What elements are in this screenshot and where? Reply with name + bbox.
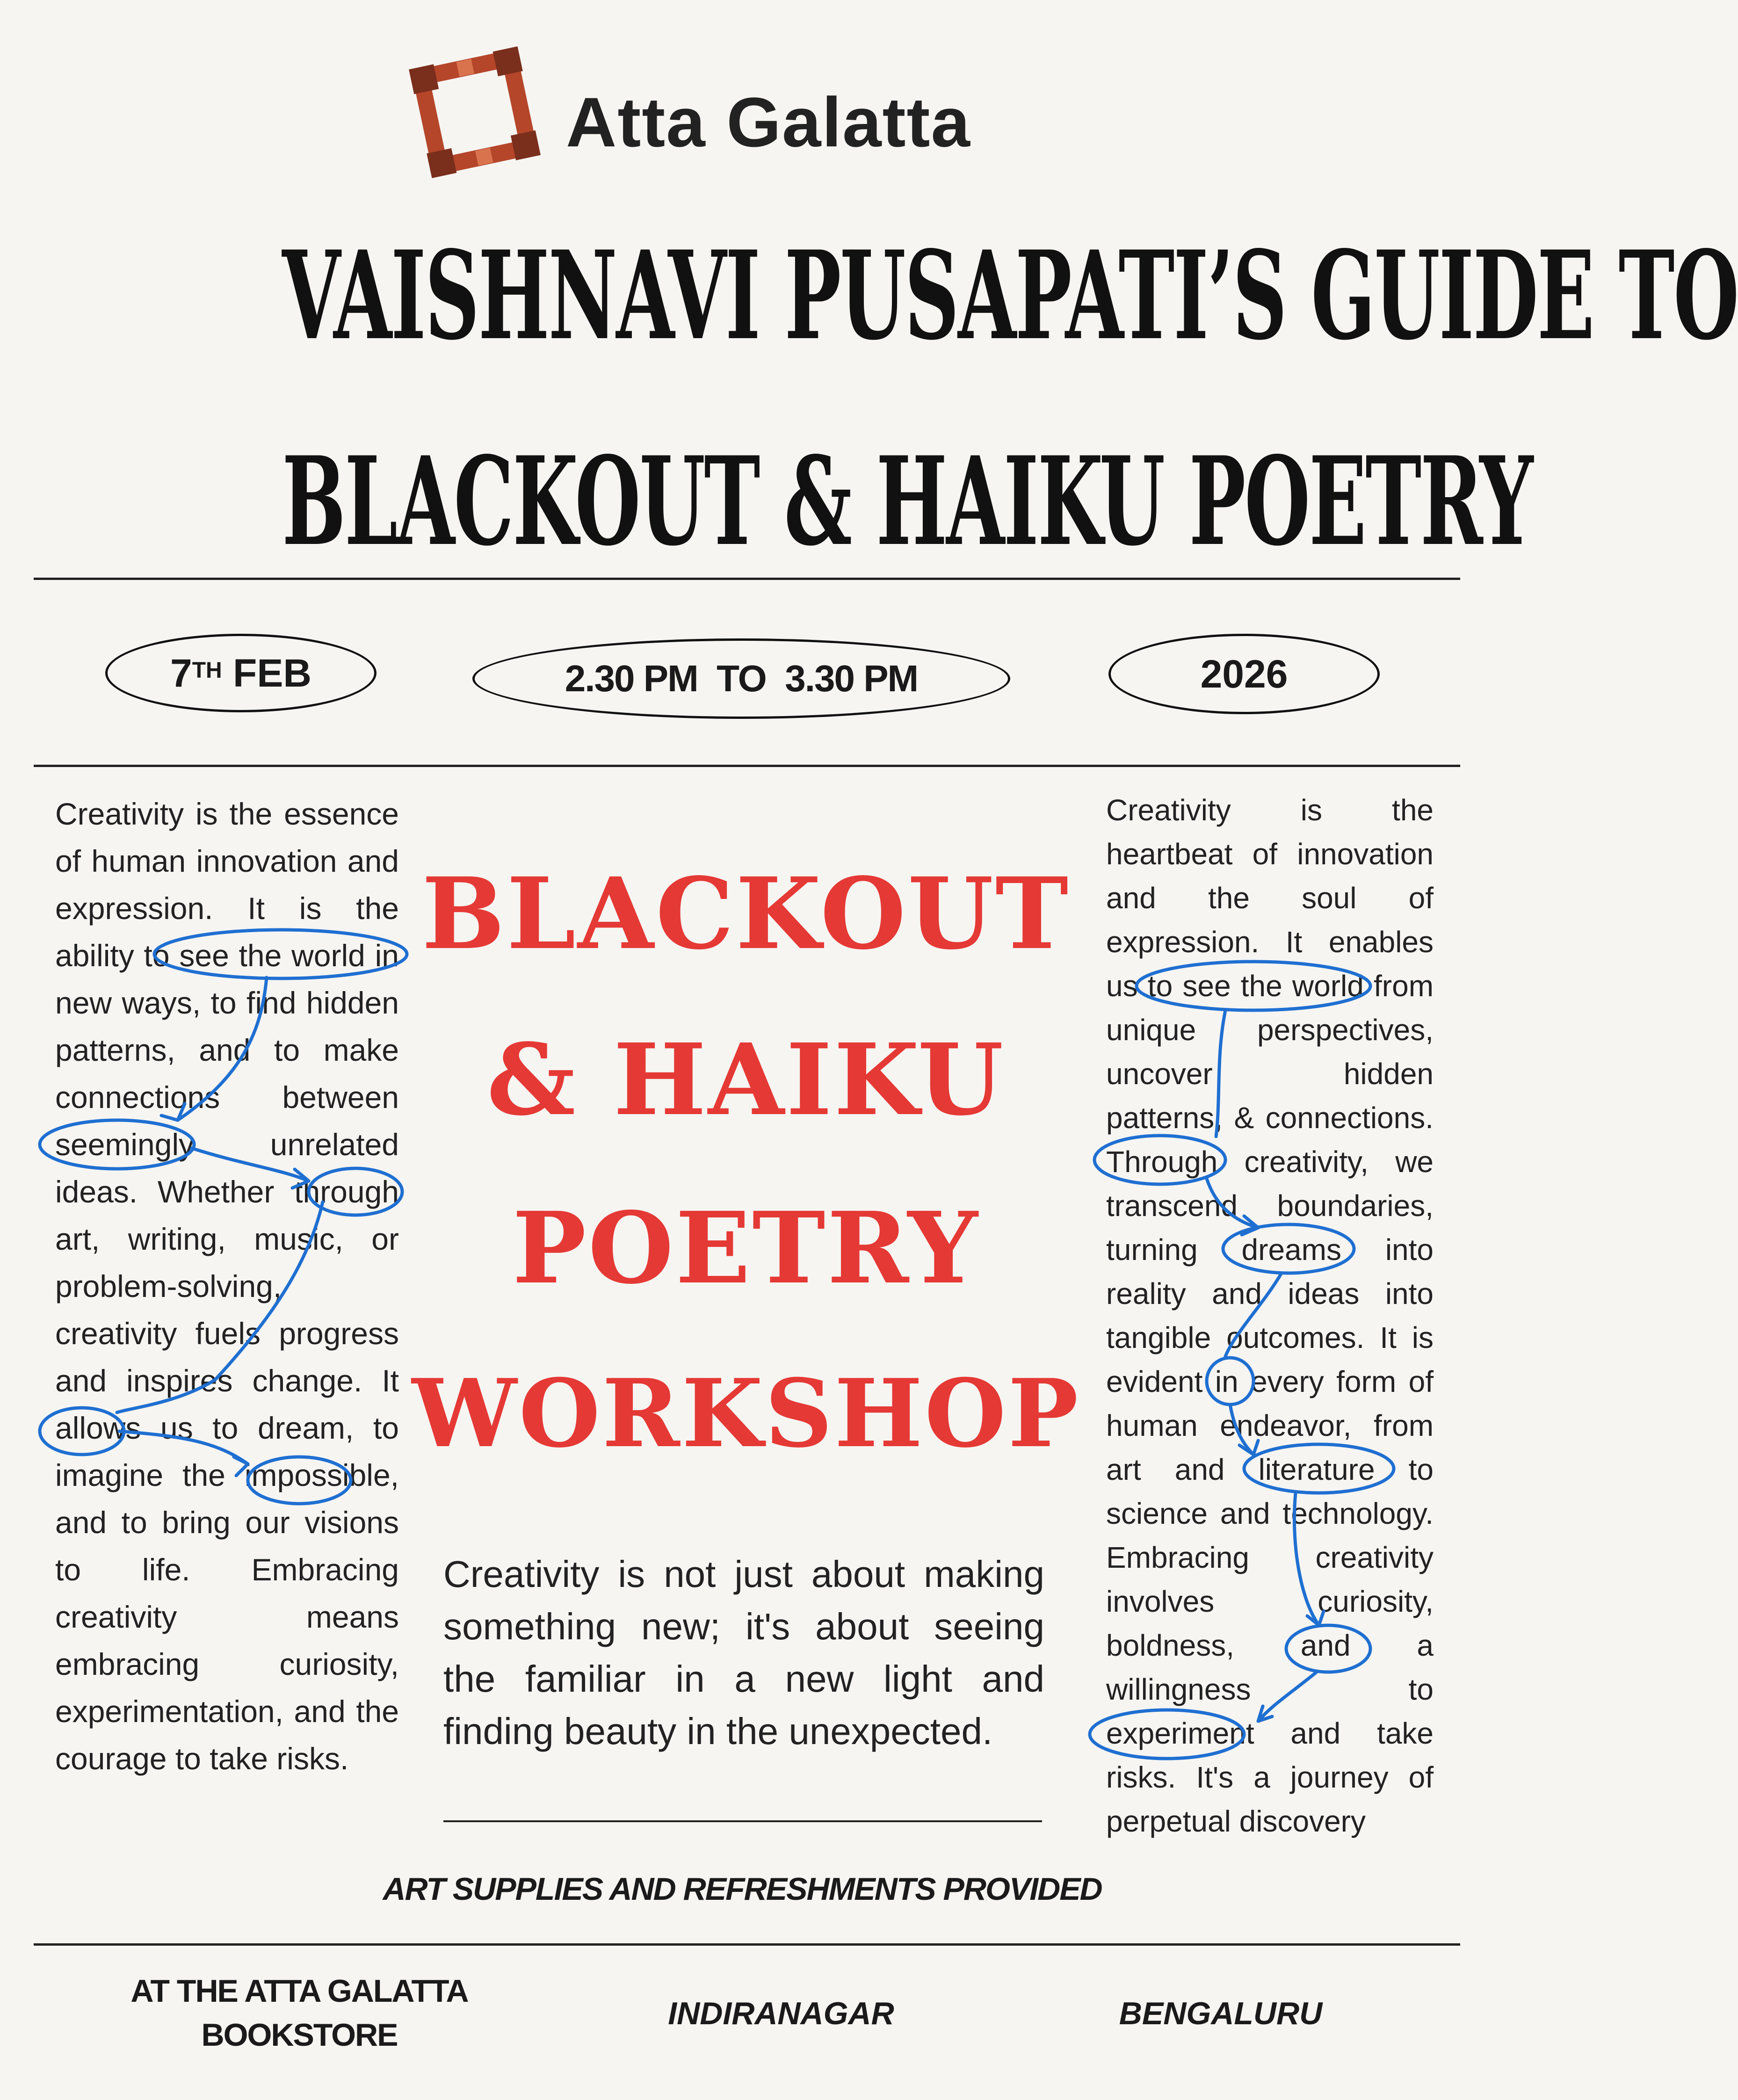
date-suffix: TH <box>192 658 222 683</box>
title-line-2: BLACKOUT & HAIKU POETRY <box>282 430 1532 573</box>
date-badge <box>105 634 377 712</box>
right-column-text: Creativity is the heartbeat of innovation and the soul of expression. It enables us to see the world from unique perspectives, uncover hidden patterns, & connections. Through creativity, we transcend boundaries, turning dreams into reality and ideas into tangible outcomes. It is evident in every form of human endeavor, from art and literature to science and technology. Embracing creativity involves curiosity, boldness, and a willingness to experiment and take risks. It's a journey of perpetual discovery <box>1106 793 1434 1838</box>
venue-area: INDIRANAGAR <box>668 1996 894 2031</box>
left-column-text: Creativity is the essence of human innovation and expression. It is the ability to see the world in new ways, to find hidden patterns, and to make connections between seemingly unrelated ideas. Whether through art, writing, music, or problem-solving, creativity fuels progress and inspires change. It allows us to dream, to imagine the impossible, and to bring our visions to life. Embracing creativity means embracing curiosity, experimentation, and the courage to take risks. <box>55 797 399 1776</box>
headline-line-2: & HAIKU <box>486 1022 1006 1137</box>
venue-store-line-2: BOOKSTORE <box>201 2017 398 2053</box>
venue-city: BENGALURU <box>1119 1996 1323 2031</box>
venue-store <box>103 1969 496 2057</box>
headline-line-3: POETRY <box>512 1190 980 1306</box>
time-badge <box>472 638 1010 719</box>
atta-galatta-logo-icon <box>412 49 538 175</box>
divider-bottom <box>34 1943 1460 1946</box>
year-badge <box>1108 634 1380 714</box>
date-day: 7 <box>170 651 192 695</box>
divider-middle <box>34 765 1460 767</box>
supplies-note: ART SUPPLIES AND REFRESHMENTS PROVIDED <box>383 1871 1102 1907</box>
divider-top <box>34 578 1460 580</box>
quote-underline <box>443 1820 1042 1822</box>
center-quote: Creativity is not just about making something new; it's about seeing the familiar in a new light and finding beauty in the unexpected. <box>443 1553 1044 1752</box>
headline-line-1: BLACKOUT <box>421 856 1071 971</box>
venue-store-line-1: AT THE ATTA GALATTA <box>130 1973 468 2009</box>
time-text: 2.30 PM TO 3.30 PM <box>565 658 918 699</box>
title-line-1: VAISHNAVI PUSAPATI’S GUIDE TO <box>282 224 1738 367</box>
date-month: FEB <box>233 651 312 695</box>
brand-name: Atta Galatta <box>566 83 971 161</box>
year-text: 2026 <box>1200 652 1288 696</box>
headline-line-4: WORKSHOP <box>412 1359 1080 1469</box>
